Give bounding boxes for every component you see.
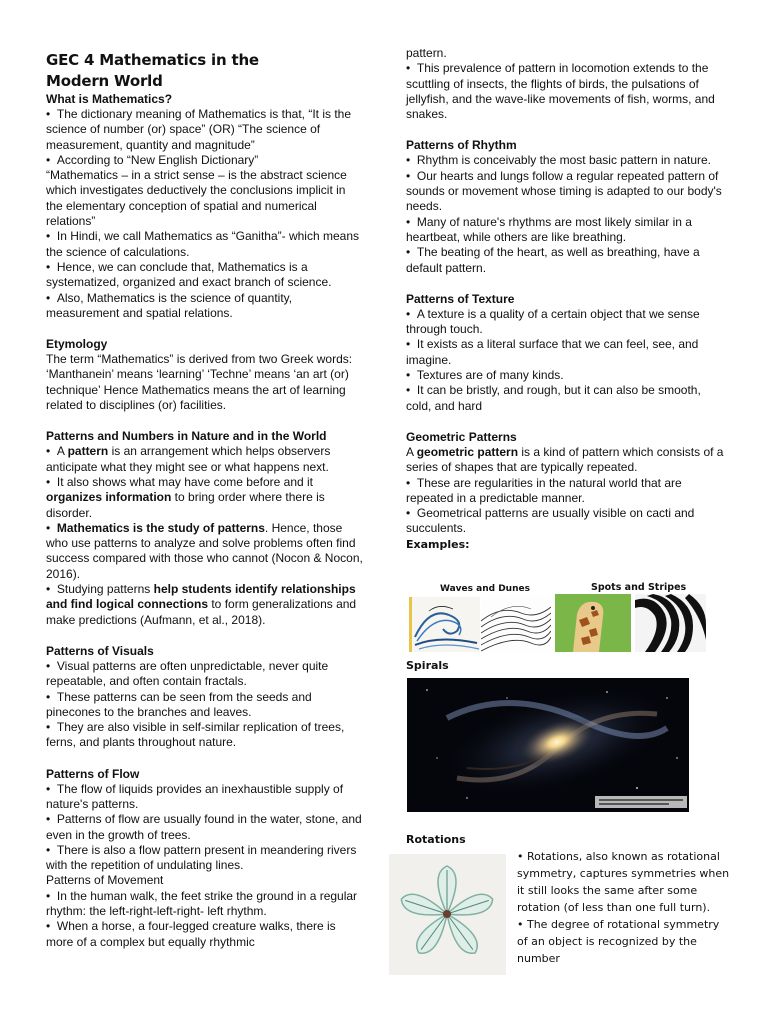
rotations-text [517,848,732,967]
heading-etymology: Etymology [46,337,108,352]
paragraph: • These patterns can be seen from the seeds and pinecones to the branches and leaves. [46,690,364,721]
spots-stripes-label: Spots and Stripes [591,582,687,593]
paragraph: • Rotations, also known as rotational symmetry, captures symmetries when it still looks the same after some rotation (of less than one full turn). [517,850,730,914]
left-column [46,0,364,950]
paragraph: • Also, Mathematics is the science of quantity, measurement and spatial relations. [46,291,364,322]
paragraph: A geometric pattern is a kind of pattern which consists of a series of shapes that are typically repeated. [406,444,724,475]
dunes-image [481,597,551,652]
heading-patterns-of-rhythm: Patterns of Rhythm [406,138,517,153]
heading-patterns-of-flow: Patterns of Flow [46,766,140,781]
paragraph: • It exists as a literal surface that we can feel, see, and imagine. [406,337,724,368]
paragraph: • When a horse, a four-legged creature walks, there is more of a complex but equally rhythmic [46,919,364,950]
examples-label: Examples: [406,537,470,551]
paragraph: • Studying patterns help students identify relationships and find logical connections to form generalizations and make predictions (Aufmann, et al., 2018). [46,582,364,628]
giraffe-image [555,594,631,652]
paragraph: The term “Mathematics” is derived from two Greek words: ‘Manthanein’ means ‘learning’ ‘Techne’ means ‘an art (or) technique’ Hence Mathematics means the art of learning related to disciplines (or) facilities. [46,352,353,413]
paragraph: • They are also visible in self-similar replication of trees, ferns, and plants throughout nature. [46,720,364,751]
heading-patterns-and-numbers: Patterns and Numbers in Nature and in the World [46,429,327,444]
paragraph: • The dictionary meaning of Mathematics is that, “It is the science of number (or) space” (OR) “The science of measurement, quantity and magnitude” [46,107,364,153]
paragraph: • A texture is a quality of a certain object that we sense through touch. [406,307,724,338]
paragraph: • These are regularities in the natural world that are repeated in a predictable manner. [406,476,724,507]
giraffe-illustration [555,594,631,652]
paragraph: • A pattern is an arrangement which helps observers anticipate what they might see or what happens next. [46,444,364,475]
rotations-label: Rotations [406,833,466,846]
paragraph: • Hence, we can conclude that, Mathematics is a systematized, organized and exact branch of science. [46,260,364,291]
waves-illustration [409,597,480,652]
paragraph: • In the human walk, the feet strike the ground in a regular rhythm: the left-right-left-right- left rhythm. [46,889,364,920]
waves-dunes-label: Waves and Dunes [440,584,530,594]
zebra-image [635,594,706,652]
paragraph: • There is also a flow pattern present in meandering rivers with the repetition of undulating lines. [46,843,364,874]
paragraph: • In Hindi, we call Mathematics as “Ganitha”- which means the science of calculations. [46,229,364,260]
paragraph: • Mathematics is the study of patterns. Hence, those who use patterns to analyze and solve problems often find success compared with those who cannot (Nocon & Nocon, 2016). [46,521,364,582]
paragraph: • It can be bristly, and rough, but it can also be smooth, cold, and hard [406,383,724,414]
paragraph: • According to “New English Dictionary” [46,153,364,168]
heading-patterns-of-movement: Patterns of Movement [46,873,164,888]
paragraph: • The degree of rotational symmetry of an object is recognized by the number [517,918,720,965]
waves-image [409,597,480,652]
flower-illustration [389,854,506,975]
paragraph: • Geometrical patterns are usually visible on cacti and succulents. [406,506,724,537]
spirals-label: Spirals [406,659,449,672]
galaxy-illustration [407,678,689,812]
heading-geometric-patterns: Geometric Patterns [406,429,517,444]
heading-patterns-of-texture: Patterns of Texture [406,291,515,306]
spiral-galaxy-image [407,678,689,812]
zebra-illustration [635,594,706,652]
paragraph: • Visual patterns are often unpredictable, never quite repeatable, and often contain fractals. [46,659,364,690]
rotation-flower-image [389,854,506,975]
paragraph: “Mathematics – in a strict sense – is the abstract science which investigates deductively the conclusions implicit in the elementary conception of spatial and numerical relations” [46,168,347,229]
heading-patterns-of-visuals: Patterns of Visuals [46,643,154,658]
paragraph: • Textures are of many kinds. [406,368,724,383]
document-title: GEC 4 Mathematics in the Modern World [46,51,259,90]
paragraph: • Our hearts and lungs follow a regular repeated pattern of sounds or movement whose timing is adapted to our body's needs. [406,169,724,215]
paragraph: • Rhythm is conceivably the most basic pattern in nature. [406,153,724,168]
paragraph: • It also shows what may have come before and it organizes information to bring order where there is disorder. [46,475,364,521]
paragraph: • The beating of the heart, as well as breathing, have a default pattern. [406,245,724,276]
heading-what-is-mathematics: What is Mathematics? [46,92,173,106]
dunes-illustration [481,597,551,652]
right-column [406,46,724,552]
paragraph: pattern. [406,46,447,60]
paragraph: • This prevalence of pattern in locomotion extends to the scuttling of insects, the flights of birds, the pulsations of jellyfish, and the wave-like movements of fish, worms, and snakes. [406,61,724,122]
paragraph: • Patterns of flow are usually found in the water, stone, and even in the growth of trees. [46,812,364,843]
paragraph: • Many of nature's rhythms are most likely similar in a heartbeat, while others are like breathing. [406,215,724,246]
paragraph: • The flow of liquids provides an inexhaustible supply of nature's patterns. [46,782,364,813]
